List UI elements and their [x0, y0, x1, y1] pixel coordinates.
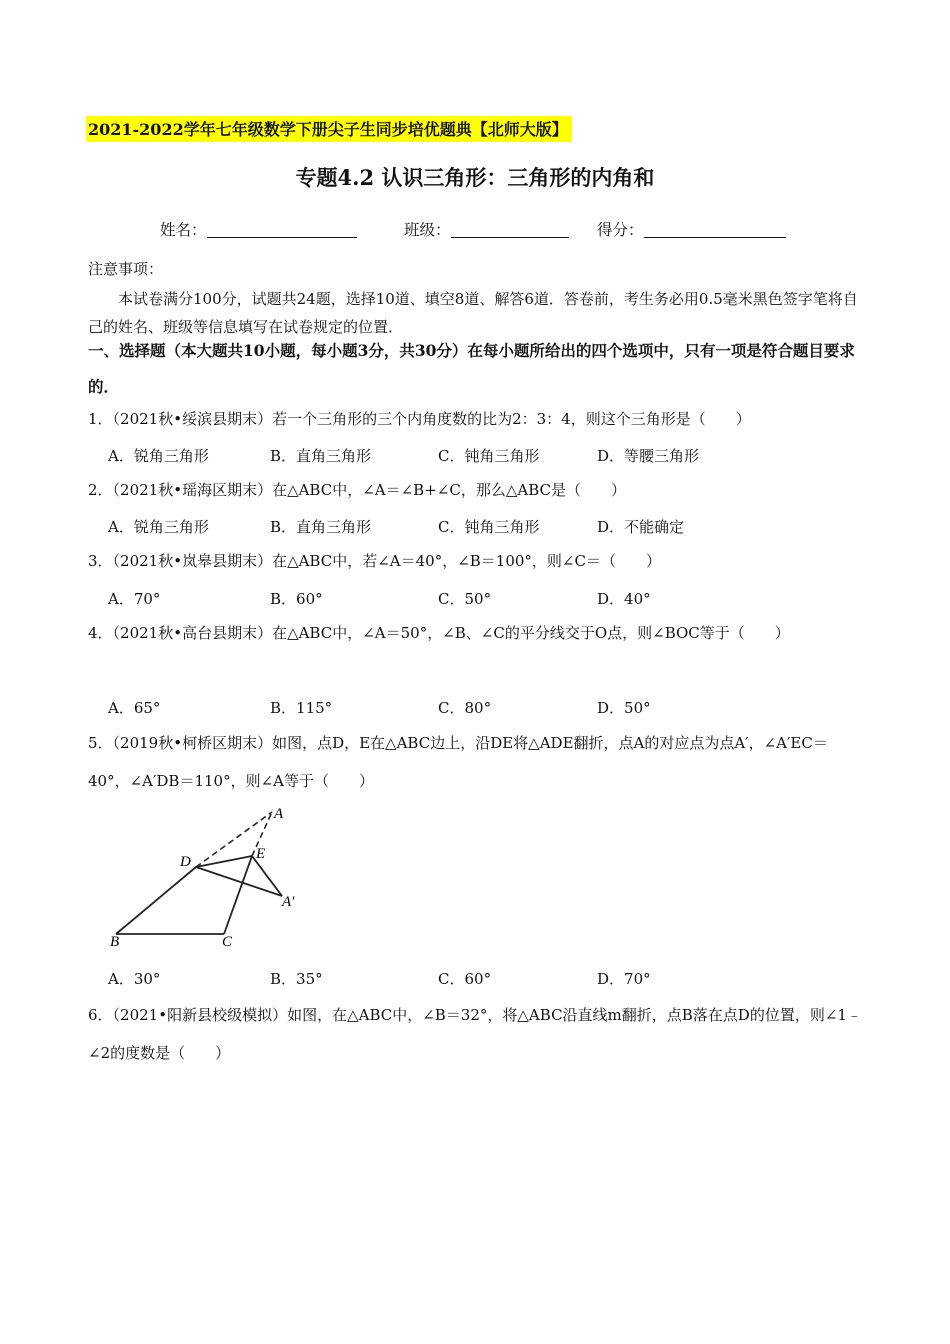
- q2-option-d[interactable]: D．不能确定: [597, 518, 685, 536]
- q2-option-a[interactable]: A．锐角三角形: [108, 518, 209, 536]
- question-number: 1．: [88, 410, 113, 428]
- label-e: E: [256, 846, 266, 862]
- q4-option-a[interactable]: A．65°: [108, 699, 161, 717]
- name-blank[interactable]: [207, 221, 357, 238]
- question-number: 3．: [88, 552, 113, 570]
- label-b: B: [110, 934, 120, 950]
- question-4: [88, 614, 868, 652]
- question-5: [88, 724, 868, 800]
- question-number: 6．: [88, 1006, 113, 1024]
- notes-text: 本试卷满分100分，试题共24题，选择10道、填空8道、解答6道．答卷前，考生务必用0.5毫米黑色签字笔将自己的姓名、班级等信息填写在试卷规定的位置．: [88, 290, 858, 336]
- q1-option-b[interactable]: B．直角三角形: [270, 447, 372, 465]
- section-heading: 一、选择题（本大题共10小题，每小题3分，共30分）在每小题所给出的四个选项中，只有一项是符合题目要求的．: [88, 341, 855, 396]
- question-number: 5．: [88, 734, 113, 752]
- q3-option-c[interactable]: C．50°: [438, 590, 492, 608]
- question-text: （2021秋•高台县期末）在△ABC中，∠A＝50°，∠B、∠C的平分线交于O点，则∠BOC等于（ ）: [112, 624, 790, 642]
- page-title: 专题4.2 认识三角形：三角形的内角和: [295, 165, 655, 190]
- q4-option-c[interactable]: C．80°: [438, 699, 492, 717]
- q3-option-b[interactable]: B．60°: [270, 590, 323, 608]
- score-blank[interactable]: [644, 221, 786, 238]
- question-number: 2．: [88, 481, 113, 499]
- edge-bd: [116, 867, 196, 934]
- class-label: 班级：: [404, 221, 451, 239]
- q2-option-c[interactable]: C．钝角三角形: [438, 518, 540, 536]
- question-text: （2021秋•绥滨县期末）若一个三角形的三个内角度数的比为2：3：4，则这个三角形是（ ）: [112, 410, 751, 428]
- q1-option-a[interactable]: A．锐角三角形: [108, 447, 209, 465]
- question-number: 4．: [88, 624, 113, 642]
- question-text: （2019秋•柯桥区期末）如图，点D，E在△ABC边上，沿DE将△ADE翻折，点A的对应点为点A′，∠A′EC＝40°，∠A′DB＝110°，则∠A等于（ ）: [88, 734, 828, 790]
- label-c: C: [222, 934, 233, 950]
- edge-ce: [224, 856, 252, 934]
- q3-option-d[interactable]: D．40°: [597, 590, 651, 608]
- q5-option-c[interactable]: C．60°: [438, 970, 492, 988]
- q5-option-b[interactable]: B．35°: [270, 970, 323, 988]
- name-label: 姓名：: [160, 221, 207, 239]
- class-blank[interactable]: [451, 221, 569, 238]
- score-field[interactable]: [597, 218, 786, 240]
- label-a-prime: A′: [282, 894, 295, 910]
- series-title: 2021-2022学年七年级数学下册尖子生同步培优题典【北师大版】: [86, 116, 572, 142]
- name-field[interactable]: [160, 218, 357, 240]
- q3-option-a[interactable]: A．70°: [108, 590, 161, 608]
- class-field[interactable]: [404, 218, 569, 240]
- q1-option-c[interactable]: C．钝角三角形: [438, 447, 540, 465]
- label-d: D: [180, 854, 191, 870]
- q1-option-d[interactable]: D．等腰三角形: [597, 447, 700, 465]
- q5-option-d[interactable]: D．70°: [597, 970, 651, 988]
- notes-label: 注意事项：: [88, 260, 164, 278]
- q5-option-a[interactable]: A．30°: [108, 970, 161, 988]
- question-text: （2021秋•瑶海区期末）在△ABC中，∠A＝∠B+∠C，那么△ABC是（ ）: [112, 481, 626, 499]
- question-text: （2021•阳新县校级模拟）如图，在△ABC中，∠B＝32°，将△ABC沿直线m翻折，点B落在点D的位置，则∠1﹣∠2的度数是（ ）: [88, 1006, 862, 1062]
- label-a: A: [274, 806, 284, 822]
- q4-option-b[interactable]: B．115°: [270, 699, 333, 717]
- question-3: [88, 543, 868, 579]
- question-text: （2021秋•岚皋县期末）在△ABC中，若∠A＝40°，∠B＝100°，则∠C＝（ ）: [112, 552, 661, 570]
- triangle-fold-figure: [104, 800, 314, 950]
- question-2: [88, 472, 868, 508]
- score-label: 得分：: [597, 221, 644, 239]
- q4-option-d[interactable]: D．50°: [597, 699, 651, 717]
- q2-option-b[interactable]: B．直角三角形: [270, 518, 372, 536]
- question-1: [88, 401, 868, 437]
- question-6: [88, 996, 868, 1072]
